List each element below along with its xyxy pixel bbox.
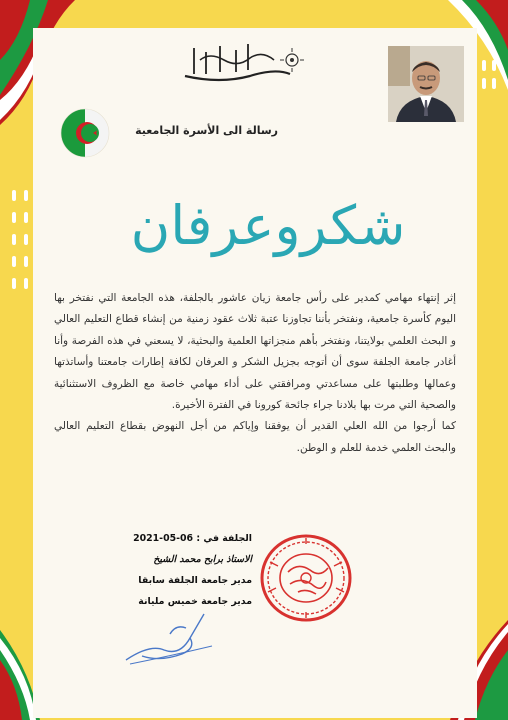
main-title-calligraphy: [130, 186, 406, 266]
signature-date: الجلفة في : 06-05-2021: [133, 533, 252, 544]
signature-role-2: مدير جامعة خميس مليانة: [138, 596, 252, 607]
signature-role-1: مدير جامعة الجلفة سابقا: [138, 575, 252, 586]
portrait-photo-icon: [388, 46, 464, 122]
basmala-calligraphy-icon: [180, 38, 310, 86]
main-title-text: شكروعرفان: [130, 194, 406, 257]
body-paragraph-2: كما أرجوا من الله العلي القدير أن يوفقنا وإياكم من أجل النهوض بقطاع التعليم العالي والبحث العلمي خدمة للعلم و الوطن.: [54, 420, 456, 454]
letter-body: [54, 288, 456, 459]
official-stamp-icon: [258, 532, 354, 624]
letter-title: رسالة الى الأسرة الجامعية: [135, 124, 278, 137]
signature-block: [102, 528, 252, 612]
body-paragraph-1: إثر إنتهاء مهامي كمدير على رأس جامعة زيان عاشور بالجلفة، هذه الجامعة التي نفتخر بها اليوم كأسرة جامعية، ونفتخر بأننا تجاوزنا عتبة ثلاث عقود زمنية من إنشاء قطاع التعليم العالي و البحث العلمي بولايتنا، ونفتخر بأهم منجزاتها العلمية والبحثية، لا يسعني في هذه الفرصة وأنا أغادر جامعة الجلفة سوى أن أتوجه بجزيل الشكر و العرفان لكافة إطارات جامعتنا وأساتذتها وعمالها وطلبتها على مساعدتي ومرافقتي على أداء مهامي خاصة مع الظروف الاستثنائية والصحية التي مرت بها بلادنا جراء جائحة كورونا في الفترة الأخيرة.: [54, 292, 456, 412]
signature-name: الاستاذ برابح محمد الشيخ: [153, 554, 252, 565]
handwritten-signature-icon: [120, 604, 220, 668]
algerian-flag-icon: [60, 108, 110, 158]
